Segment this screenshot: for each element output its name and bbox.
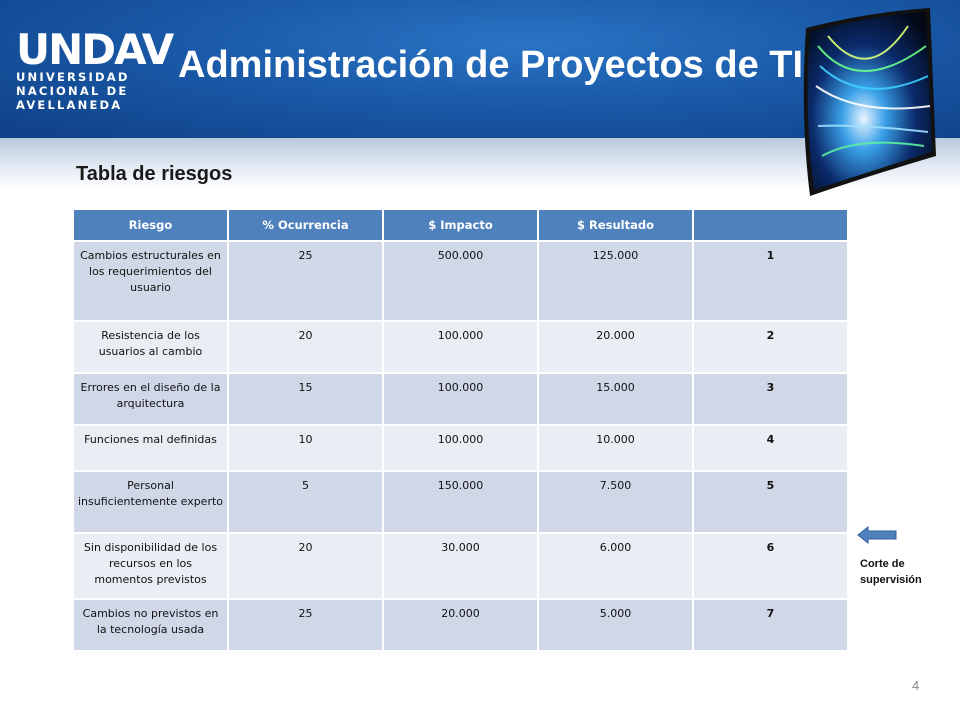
supervision-note-line-2: supervisión: [860, 574, 922, 586]
page-number: 4: [912, 678, 920, 693]
header-rank: [693, 209, 848, 241]
header-resultado: $ Resultado: [538, 209, 693, 241]
table-header-row: [73, 209, 848, 241]
table-row: [73, 425, 848, 471]
cell-rank: 7: [693, 599, 848, 651]
cell-impacto: 100.000: [383, 373, 538, 425]
cell-impacto: 30.000: [383, 533, 538, 599]
cell-riesgo: Funciones mal definidas: [73, 425, 228, 471]
cell-ocurrencia: 25: [228, 599, 383, 651]
cell-impacto: 100.000: [383, 425, 538, 471]
cell-resultado: 5.000: [538, 599, 693, 651]
header-impacto: $ Impacto: [383, 209, 538, 241]
section-subtitle: Tabla de riesgos: [76, 163, 233, 185]
cell-rank: 3: [693, 373, 848, 425]
logo-mark: UNDAV: [16, 25, 173, 74]
table-row: [73, 599, 848, 651]
cell-riesgo: Cambios no previstos en la tecnología usada: [73, 599, 228, 651]
cell-rank: 4: [693, 425, 848, 471]
table-row: [73, 373, 848, 425]
cell-resultado: 10.000: [538, 425, 693, 471]
cell-ocurrencia: 25: [228, 241, 383, 321]
light-streaks-image: [798, 6, 938, 202]
cell-impacto: 500.000: [383, 241, 538, 321]
cell-riesgo: Errores en el diseño de la arquitectura: [73, 373, 228, 425]
cell-rank: 1: [693, 241, 848, 321]
cell-ocurrencia: 15: [228, 373, 383, 425]
cell-riesgo: Sin disponibilidad de los recursos en los momentos previstos: [73, 533, 228, 599]
table-row: [73, 471, 848, 533]
logo-line-2: NACIONAL DE: [16, 84, 129, 98]
table-row: [73, 241, 848, 321]
arrow-left-icon: [856, 526, 898, 544]
table-row: [73, 533, 848, 599]
cell-ocurrencia: 20: [228, 321, 383, 373]
cell-rank: 2: [693, 321, 848, 373]
cell-resultado: 7.500: [538, 471, 693, 533]
cell-rank: 5: [693, 471, 848, 533]
cell-impacto: 20.000: [383, 599, 538, 651]
risk-table: [72, 208, 849, 652]
cell-resultado: 15.000: [538, 373, 693, 425]
cell-resultado: 20.000: [538, 321, 693, 373]
cell-impacto: 100.000: [383, 321, 538, 373]
cell-ocurrencia: 5: [228, 471, 383, 533]
table-row: [73, 321, 848, 373]
cell-riesgo: Personal insuficientemente experto: [73, 471, 228, 533]
cell-resultado: 6.000: [538, 533, 693, 599]
cell-impacto: 150.000: [383, 471, 538, 533]
cell-resultado: 125.000: [538, 241, 693, 321]
slide-title: Administración de Proyectos de TI: [178, 44, 804, 86]
header-riesgo: Riesgo: [73, 209, 228, 241]
university-logo: [16, 25, 173, 112]
cell-riesgo: Resistencia de los usuarios al cambio: [73, 321, 228, 373]
logo-line-1: UNIVERSIDAD: [16, 70, 130, 84]
cell-riesgo: Cambios estructurales en los requerimientos del usuario: [73, 241, 228, 321]
header-ocurrencia: % Ocurrencia: [228, 209, 383, 241]
supervision-note-line-1: Corte de: [860, 558, 905, 570]
supervision-note: [860, 556, 922, 588]
cell-ocurrencia: 20: [228, 533, 383, 599]
logo-line-3: AVELLANEDA: [16, 98, 123, 112]
cell-ocurrencia: 10: [228, 425, 383, 471]
cell-rank: 6: [693, 533, 848, 599]
